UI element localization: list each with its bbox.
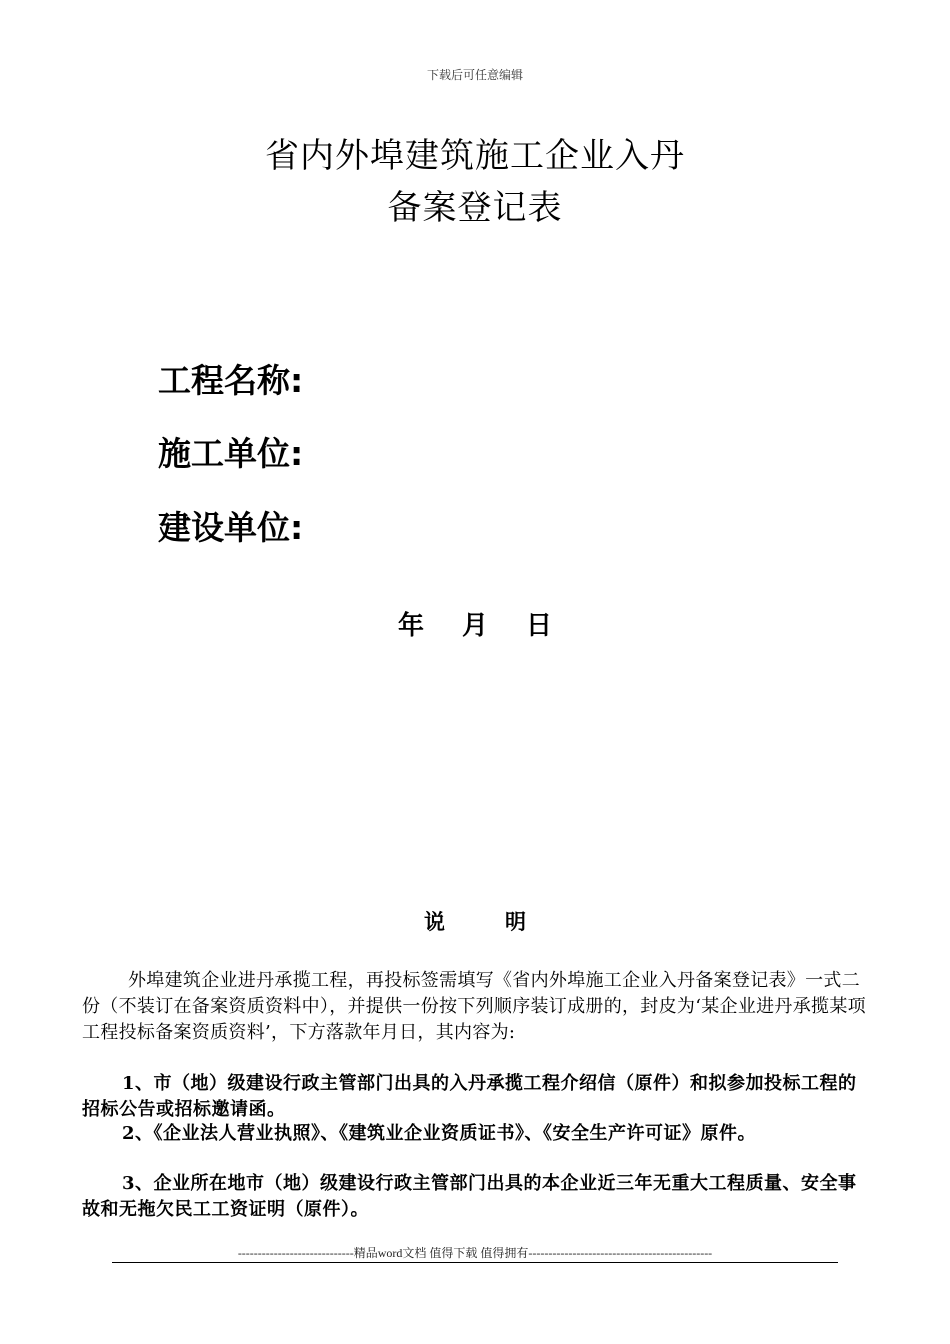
instructions-heading-part2: 明 (505, 910, 526, 934)
date-month-label: 月 (461, 611, 488, 641)
instruction-item-1: 1、市（地）级建设行政主管部门出具的入丹承揽工程介绍信（原件）和拟参加投标工程的招标公告或招标邀请函。 (82, 1073, 857, 1120)
instruction-item-2: 2、《企业法人营业执照》、《建筑业企业资质证书》、《安全生产许可证》原件。 (122, 1123, 757, 1144)
instruction-item-3: 3、企业所在地市（地）级建设行政主管部门出具的本企业近三年无重大工程质量、安全事故和无拖欠民工工资证明（原件）。 (82, 1173, 857, 1220)
header-note: 下载后可任意编辑 (426, 68, 523, 82)
field-developer-unit: 建设单位: (158, 508, 304, 547)
instructions-intro: 外埠建筑企业进丹承揽工程，再投标签需填写《省内外埠施工企业入丹备案登记表》一式二份（不装订在备案资质资料中），并提供一份按下列顺序装订成册的，封皮为‘某企业进丹承揽某项工程投标备案资质资料’，下方落款年月日，其内容为: (82, 970, 866, 1043)
footer-text: -----------------------------精品word文档 值得下载 值得拥有---------------------------------------------- (237, 1246, 713, 1260)
date-row (0, 605, 950, 642)
date-day-label: 日 (526, 611, 553, 641)
date-year-label: 年 (397, 611, 424, 641)
field-project-name: 工程名称: (158, 361, 304, 400)
instructions-heading (0, 906, 950, 936)
instructions-heading-part1: 说 (424, 910, 445, 934)
footer-divider (112, 1262, 838, 1263)
document-title-line1: 省内外埠建筑施工企业入丹 (265, 136, 685, 176)
document-title-line2: 备案登记表 (387, 188, 563, 228)
field-construction-unit: 施工单位: (158, 434, 304, 473)
